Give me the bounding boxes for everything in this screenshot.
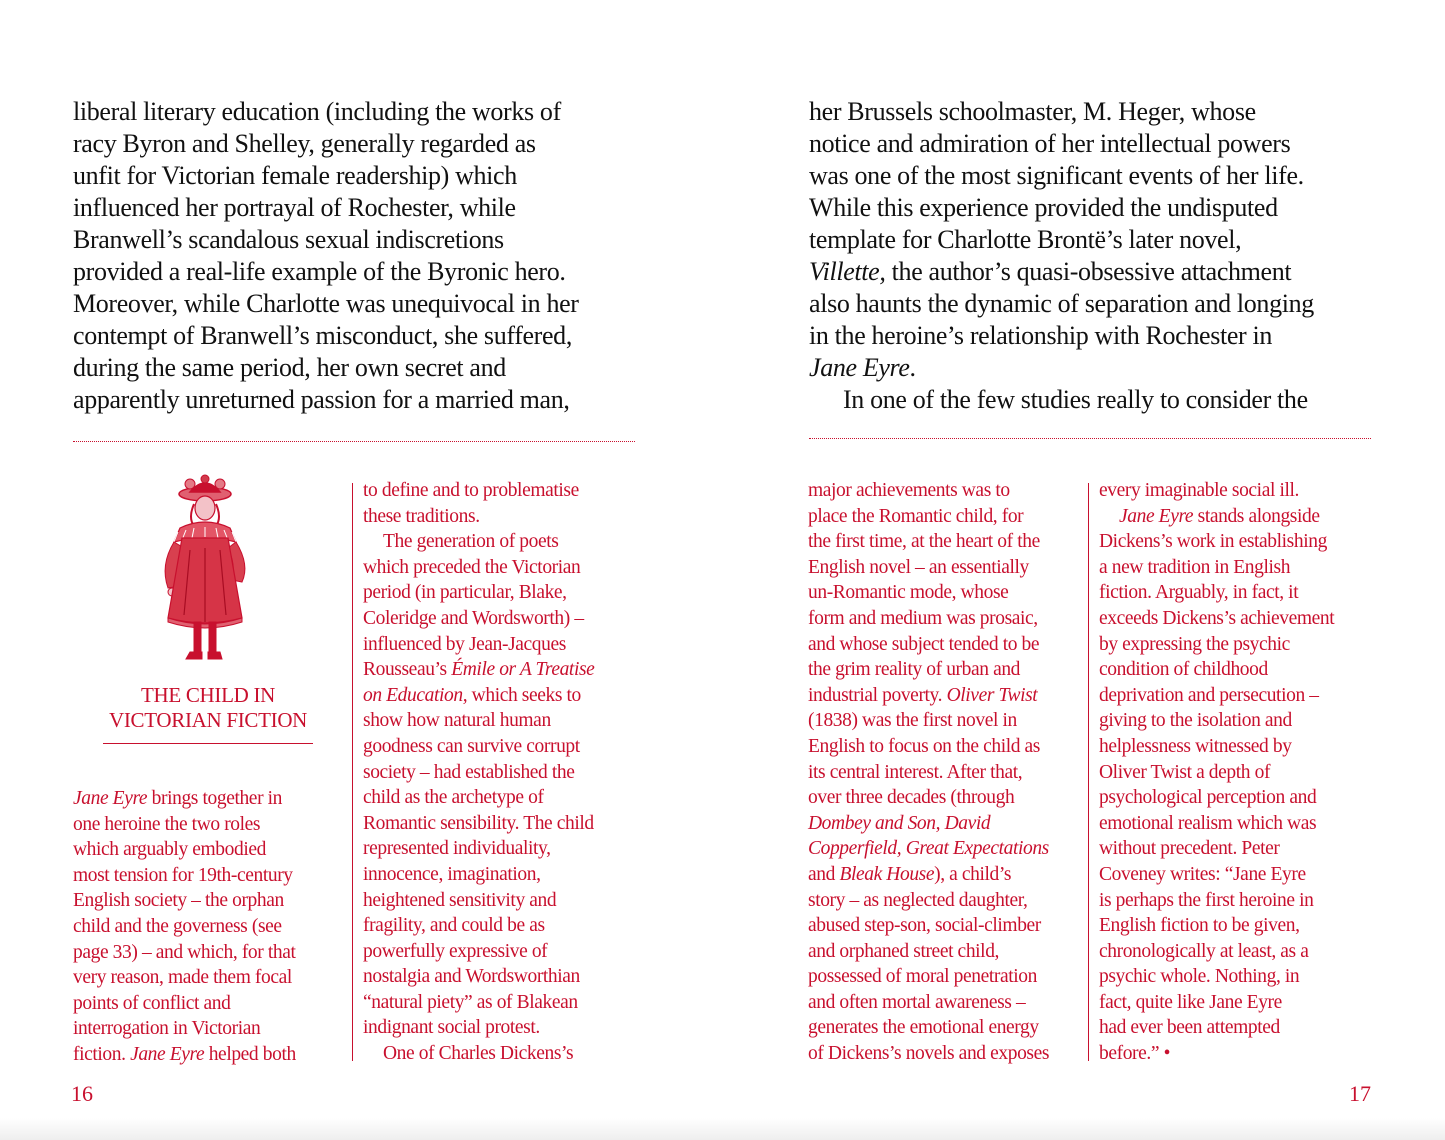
text-line: abused step-son, social-climber bbox=[808, 915, 1041, 937]
text-line: liberal literary education (including the works of bbox=[73, 97, 561, 126]
text-line: emotional realism which was bbox=[1099, 812, 1317, 834]
text-line: chronologically at least, as a bbox=[1099, 940, 1309, 962]
book-title: Jane Eyre bbox=[809, 353, 910, 382]
left-sidebar-col1 bbox=[73, 786, 343, 1068]
text-line: psychological perception and bbox=[1099, 787, 1317, 809]
text-line: is perhaps the first heroine in bbox=[1099, 889, 1314, 911]
text-line: story – as neglected daughter, bbox=[808, 889, 1028, 911]
text-line: in the heroine’s relationship with Rochester in bbox=[809, 321, 1273, 350]
heading-line: VICTORIAN FICTION bbox=[108, 708, 308, 732]
text-line: condition of childhood bbox=[1099, 659, 1268, 681]
text-fragment: helped both bbox=[204, 1043, 296, 1065]
book-title: on Education, bbox=[363, 684, 468, 706]
text-line: which preceded the Victorian bbox=[363, 556, 581, 578]
text-fragment: which seeks to bbox=[467, 684, 581, 706]
victorian-girl-engraving-icon bbox=[150, 470, 260, 665]
text-line: influenced by Jean-Jacques bbox=[363, 633, 566, 655]
text-line: place the Romantic child, for bbox=[808, 505, 1024, 527]
text-line: indignant social protest. bbox=[363, 1017, 540, 1039]
text-line: society – had established the bbox=[363, 761, 575, 783]
text-line: over three decades (through bbox=[808, 787, 1015, 809]
text-line: exceeds Dickens’s achievement bbox=[1099, 607, 1335, 629]
left-dotted-divider bbox=[73, 441, 635, 442]
text-fragment: industrial poverty. bbox=[808, 684, 947, 706]
book-title: Émile or A Treatise bbox=[451, 659, 595, 681]
text-line: fact, quite like Jane Eyre bbox=[1099, 991, 1282, 1013]
text-line: child as the archetype of bbox=[363, 787, 544, 809]
text-line: (1838) was the first novel in bbox=[808, 710, 1017, 732]
text-line bbox=[808, 836, 1078, 862]
text-line: very reason, made them focal bbox=[73, 967, 292, 989]
text-line: to define and to problematise bbox=[363, 480, 579, 501]
text-fragment: . bbox=[909, 353, 916, 382]
text-fragment: brings together in bbox=[147, 788, 283, 809]
text-line: and whose subject tended to be bbox=[808, 633, 1040, 655]
text-line: giving to the isolation and bbox=[1099, 710, 1292, 732]
text-line: Romantic sensibility. The child bbox=[363, 812, 594, 834]
text-fragment: fiction. bbox=[73, 1043, 131, 1065]
text-line: also haunts the dynamic of separation and longing bbox=[809, 289, 1314, 318]
text-line: English novel – an essentially bbox=[808, 556, 1029, 578]
text-line: English fiction to be given, bbox=[1099, 915, 1300, 937]
right-main-text bbox=[809, 96, 1389, 416]
text-line: during the same period, her own secret and bbox=[73, 353, 506, 382]
right-dotted-divider bbox=[809, 438, 1371, 439]
text-line: the first time, at the heart of the bbox=[808, 531, 1040, 553]
text-line bbox=[73, 786, 343, 812]
text-line: goodness can survive corrupt bbox=[363, 735, 580, 757]
text-line: possessed of moral penetration bbox=[808, 966, 1037, 988]
text-line bbox=[363, 683, 633, 709]
text-line: most tension for 19th-century bbox=[73, 864, 293, 886]
text-line: unfit for Victorian female readership) which bbox=[73, 161, 517, 190]
text-line: without precedent. Peter bbox=[1099, 838, 1280, 860]
text-line: One of Charles Dickens’s bbox=[383, 1043, 574, 1065]
book-title: Dombey and Son, David bbox=[808, 812, 991, 834]
text-line: Oliver Twist a depth of bbox=[1099, 761, 1271, 783]
text-line: powerfully expressive of bbox=[363, 940, 548, 962]
book-title: Jane Eyre bbox=[130, 1043, 205, 1065]
page-bottom-shadow bbox=[0, 1118, 1445, 1140]
text-line: by expressing the psychic bbox=[1099, 633, 1290, 655]
text-line: the grim reality of urban and bbox=[808, 659, 1021, 681]
text-line: heightened sensitivity and bbox=[363, 889, 557, 911]
book-title: Copperfield, Great Expectations bbox=[808, 838, 1049, 860]
text-fragment: stands alongside bbox=[1193, 505, 1320, 527]
text-line: helplessness witnessed by bbox=[1099, 735, 1292, 757]
left-main-paragraph bbox=[73, 96, 653, 416]
text-line: notice and admiration of her intellectual powers bbox=[809, 129, 1291, 158]
text-line: period (in particular, Blake, bbox=[363, 582, 567, 604]
text-line: English society – the orphan bbox=[73, 890, 284, 912]
text-line: one heroine the two roles bbox=[73, 813, 261, 835]
book-title: Jane Eyre bbox=[1119, 505, 1194, 527]
text-line: English to focus on the child as bbox=[808, 735, 1040, 757]
text-line: major achievements was to bbox=[808, 480, 1010, 501]
text-line: her Brussels schoolmaster, M. Heger, whose bbox=[809, 97, 1256, 126]
book-title: Bleak House bbox=[839, 863, 935, 885]
left-sidebar-col2 bbox=[363, 478, 633, 1067]
text-line bbox=[809, 352, 1389, 384]
text-line bbox=[808, 862, 1078, 888]
text-line: Coveney writes: “Jane Eyre bbox=[1099, 863, 1306, 885]
text-line: influenced her portrayal of Rochester, while bbox=[73, 193, 516, 222]
text-line: before.” • bbox=[1099, 1043, 1171, 1065]
text-line: Coleridge and Wordsworth) – bbox=[363, 607, 584, 629]
text-fragment: ), a child’s bbox=[934, 863, 1012, 885]
text-line bbox=[808, 683, 1078, 709]
text-line: child and the governess (see bbox=[73, 915, 282, 937]
text-line bbox=[1099, 504, 1379, 530]
text-fragment: Rousseau’s bbox=[363, 659, 452, 681]
text-line: show how natural human bbox=[363, 710, 551, 732]
text-line: template for Charlotte Brontë’s later novel, bbox=[809, 225, 1242, 254]
text-line: a new tradition in English bbox=[1099, 556, 1291, 578]
text-line: page 33) – and which, for that bbox=[73, 941, 296, 963]
text-line: interrogation in Victorian bbox=[73, 1018, 261, 1040]
text-line: represented individuality, bbox=[363, 838, 551, 860]
text-line: nostalgia and Wordsworthian bbox=[363, 966, 580, 988]
text-line: deprivation and persecution – bbox=[1099, 684, 1319, 706]
sidebar-heading bbox=[100, 683, 316, 733]
text-line: its central interest. After that, bbox=[808, 761, 1023, 783]
text-line: Moreover, while Charlotte was unequivocal in her bbox=[73, 289, 579, 318]
book-title: Villette, bbox=[809, 257, 886, 286]
text-fragment: and bbox=[808, 863, 840, 885]
text-line: provided a real-life example of the Byronic hero. bbox=[73, 257, 566, 286]
text-line: innocence, imagination, bbox=[363, 863, 541, 885]
text-line: generates the emotional energy bbox=[808, 1017, 1039, 1039]
heading-line: THE CHILD IN bbox=[140, 683, 276, 707]
left-column-divider bbox=[352, 483, 353, 1061]
text-line: Dickens’s work in establishing bbox=[1099, 531, 1327, 553]
text-line: “natural piety” as of Blakean bbox=[363, 991, 578, 1013]
right-column-divider bbox=[1088, 483, 1089, 1061]
text-line: fragility, and could be as bbox=[363, 915, 545, 937]
text-line: these traditions. bbox=[363, 505, 480, 527]
text-line: was one of the most significant events of her life. bbox=[809, 161, 1304, 190]
text-line: psychic whole. Nothing, in bbox=[1099, 966, 1300, 988]
left-main-text bbox=[73, 96, 653, 416]
text-line: In one of the few studies really to consider the bbox=[843, 385, 1308, 414]
book-title: Oliver Twist bbox=[946, 684, 1038, 706]
text-line bbox=[73, 1042, 343, 1068]
text-line: While this experience provided the undisputed bbox=[809, 193, 1278, 222]
text-line bbox=[808, 811, 1078, 837]
page-number-left: 16 bbox=[71, 1081, 93, 1106]
text-line: points of conflict and bbox=[73, 992, 231, 1014]
text-line: The generation of poets bbox=[383, 531, 559, 553]
right-main-paragraph bbox=[809, 96, 1389, 416]
text-line: fiction. Arguably, in fact, it bbox=[1099, 582, 1299, 604]
right-sidebar-col2 bbox=[1099, 478, 1379, 1067]
text-fragment: the author’s quasi-obsessive attachment bbox=[885, 257, 1292, 286]
right-sidebar-col1 bbox=[808, 478, 1078, 1067]
page-number-right: 17 bbox=[1349, 1081, 1371, 1106]
text-line: of Dickens’s novels and exposes bbox=[808, 1043, 1050, 1065]
text-line: had ever been attempted bbox=[1099, 1017, 1280, 1039]
text-line: Branwell’s scandalous sexual indiscretions bbox=[73, 225, 504, 254]
text-line: contempt of Branwell’s misconduct, she suffered, bbox=[73, 321, 572, 350]
text-line: which arguably embodied bbox=[73, 839, 266, 861]
text-line: form and medium was prosaic, bbox=[808, 607, 1038, 629]
text-line bbox=[809, 256, 1389, 288]
text-line: apparently unreturned passion for a married man, bbox=[73, 385, 570, 414]
text-line: every imaginable social ill. bbox=[1099, 480, 1299, 501]
text-line bbox=[363, 657, 633, 683]
text-line: un-Romantic mode, whose bbox=[808, 582, 1009, 604]
text-line: and often mortal awareness – bbox=[808, 991, 1026, 1013]
text-line: and orphaned street child, bbox=[808, 940, 1000, 962]
heading-underline bbox=[103, 743, 313, 744]
text-line: racy Byron and Shelley, generally regarded as bbox=[73, 129, 536, 158]
book-title: Jane Eyre bbox=[73, 788, 148, 809]
